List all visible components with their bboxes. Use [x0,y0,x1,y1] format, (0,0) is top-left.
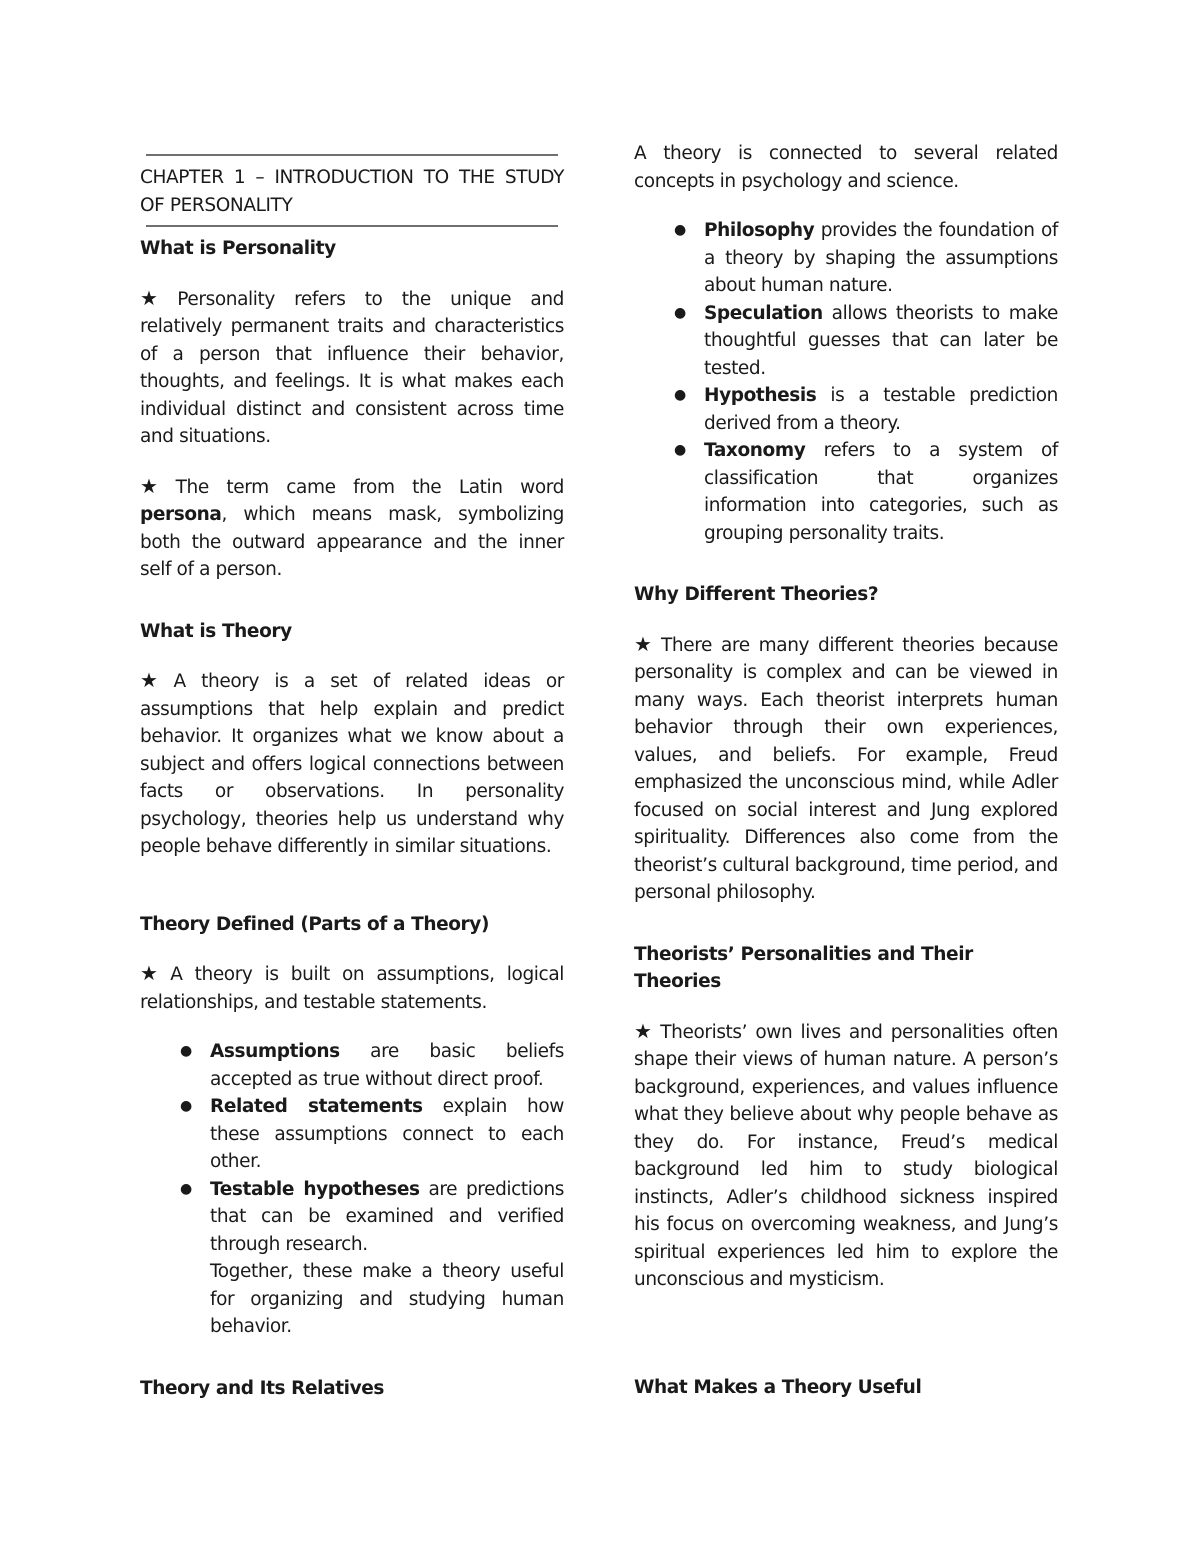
theorists-text: ★ Theorists’ own lives and personalities often shape their views of human nature. A person’s background, experiences, and values influence what they believe about why people behave as they do. For instance, Freud’s medical background led him to study biological instincts, Adler’s childhood sickness inspired his focus on overcoming weakness, and Jung’s spiritual experiences led him to explore the unconscious and mysticism. [634,1018,1059,1290]
persona-origin: ★ The term came from the Latin word persona, which means mask, symbolizing both the outward appearance and the inner self of a person. [140,473,564,580]
theory-parts-list [140,1038,564,1258]
personality-definition: ★ Personality refers to the unique and relatively permanent traits and characteristics of a person that influence their behavior, thoughts, and feelings. It is what makes each individual distinct and consistent across time and situations. [140,285,564,447]
bullet-dot-icon: ● [674,304,686,321]
star-bullet-icon: ★ [634,631,656,656]
relatives-intro: A theory is connected to several related concepts in psychology and science. [634,143,1058,192]
heading-theorists-personalities: Theorists’ Personalities and Their Theories [634,943,973,992]
list-item: ● Related statements explain how these assumptions connect to each other. [140,1093,564,1176]
heading-what-makes-theory-useful: What Makes a Theory Useful [634,1376,922,1398]
why-different-text: ★ There are many different theories because personality is complex and can be viewed in many ways. Each theorist interprets human behavior through their own experiences, values, and beliefs. For example, Freud emphasized the unconscious mind, while Adler focused on social interest and Jung explored spirituality. Differences also come from the theorist’s cultural background, time period, and personal philosophy. [634,631,1059,903]
heading-what-is-theory: What is Theory [140,620,292,642]
list-item: ● Testable hypotheses are predictions that can be examined and verified through research. [140,1176,564,1259]
left-column [140,154,564,1402]
list-item: ● Assumptions are basic beliefs accepted as true without direct proof. [140,1038,564,1093]
list-item: ● Philosophy provides the foundation of a theory by shaping the assumptions about human nature. [634,217,1058,300]
relatives-list [634,217,1058,547]
heading-theory-relatives: Theory and Its Relatives [140,1377,385,1399]
bullet-dot-icon: ● [180,1043,192,1059]
theory-defined-intro: ★ A theory is built on assumptions, logical relationships, and testable statements. [140,961,564,1013]
star-bullet-icon: ★ [140,668,168,692]
star-bullet-icon: ★ [140,473,170,498]
theory-definition: ★ A theory is a set of related ideas or assumptions that help explain and predict behavior. It organizes what we know about a subject and offers logical connections between facts or observations. In personality psychology, theories help us understand why people behave differently in similar situations. [140,668,564,857]
list-item: ● Hypothesis is a testable prediction derived from a theory. [634,382,1058,437]
theory-parts-note: Together, these make a theory useful for organizing and studying human behavior. [210,1261,564,1337]
persona-term: persona [140,504,222,525]
heading-what-is-personality: What is Personality [140,238,336,259]
bullet-dot-icon: ● [674,387,686,403]
list-item: ● Taxonomy refers to a system of classification that organizes information into categories, such as grouping personality traits. [634,437,1058,547]
list-item: ● Speculation allows theorists to make thoughtful guesses that can later be tested. [634,300,1058,383]
bullet-dot-icon: ● [180,1180,192,1197]
heading-why-different-theories: Why Different Theories? [634,584,879,605]
star-bullet-icon: ★ [634,1018,655,1043]
star-bullet-icon: ★ [140,961,165,985]
right-column [634,140,1058,1401]
chapter-title: CHAPTER 1 – INTRODUCTION TO THE STUDY OF PERSONALITY [140,167,564,216]
bullet-dot-icon: ● [674,442,686,458]
bullet-dot-icon: ● [674,222,686,238]
star-bullet-icon: ★ [140,285,172,310]
bullet-dot-icon: ● [180,1098,192,1114]
heading-theory-defined: Theory Defined (Parts of a Theory) [140,913,489,935]
